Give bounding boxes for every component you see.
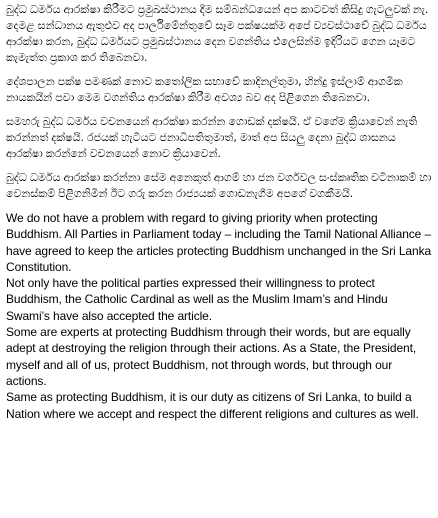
sinhala-paragraph-3: සමහරු බුද්ධ ධර්මය වචනයෙන් ආරක්ෂා කරන්න ගොඩක් දක්ෂයි. ඒ වගේම ක්‍රියාවෙන් නැති කරන්නත් දක්ෂයි. රජයක් හැටියට ජනාධිපතිතුමාත්, මාත් අප සියලු දෙනා බුද්ධ ශාසනය ආරක්ෂා කරන්නේ වචනයෙන් නොව ක්‍රියාවෙන්. (6, 115, 418, 160)
sinhala-paragraph-1: බුද්ධ ධර්මය ආරක්ෂා කිරීමට ප්‍රමුඛස්ථානය දීම සම්බන්ධයෙන් අප කාටවත් කිසිදු ගැටලුවක් නැ. දෙමළ සන්ධානය ඇතුළුව අද පාර්ලිමේන්තුවේ සෑම පක්ෂයක්ම අපේ ව්‍යවස්ථාවේ බුද්ධ ධර්මය ආරක්ෂා කරන, බුද්ධ ධර්මයට ප්‍රමුඛස්ථානය දෙන වගන්තිය එලෙසින්ම ඉදිරියට ගෙන යෑමට කැමැත්ත ප්‍රකාශ කර තිබෙනවා. (6, 3, 429, 64)
english-statement (6, 210, 432, 422)
english-paragraph-1: We do not have a problem with regard to giving priority when protecting Buddhism. All Parties in Parliament today – including the Tamil National Alliance – have agreed to keep the articles protecting Buddhism unchanged in the Sri Lanka Constitution. (6, 211, 432, 274)
sinhala-paragraph-2: දේශපාලන පක්ෂ පමණක් නොව කතෝලික සභාවේ කාදිනල්තුමා, හින්දු ඉස්ලාම් ආගමික නායකයින් පවා මෙම වගන්තිය ආරක්ෂා කිරීම අවශ්‍ය බව අද පිළිගෙන තිබෙනවා. (6, 75, 403, 104)
sinhala-paragraph-4: බුද්ධ ධර්මය ආරක්ෂා කරන්නා සේම අනෙකුත් ආගම් හා ජන වර්ගවල සංස්කෘතික වටිනාකම් හා වෙනස්කම් පිළිගනිමින් ඊට ගරු කරන රාජ්‍යයක් ගොඩනැගීම අපගේ වගකීමයි. (6, 171, 432, 200)
english-paragraph-2: Not only have the political parties expressed their willingness to protect Buddhism, the Catholic Cardinal as well as the Muslim Imam’s and Hindu Swami’s have also accepted the article. (6, 276, 388, 323)
sinhala-statement (6, 2, 432, 202)
english-paragraph-4: Same as protecting Buddhism, it is our duty as citizens of Sri Lanka, to build a Nation where we accept and respect the different religions and cultures as well. (6, 390, 419, 421)
english-paragraph-3: Some are experts at protecting Buddhism through their words, but are equally adept at destroying the religion through their actions. As a State, the President, myself and all of us, protect Buddhism, not through words, but through our actions. (6, 325, 417, 388)
